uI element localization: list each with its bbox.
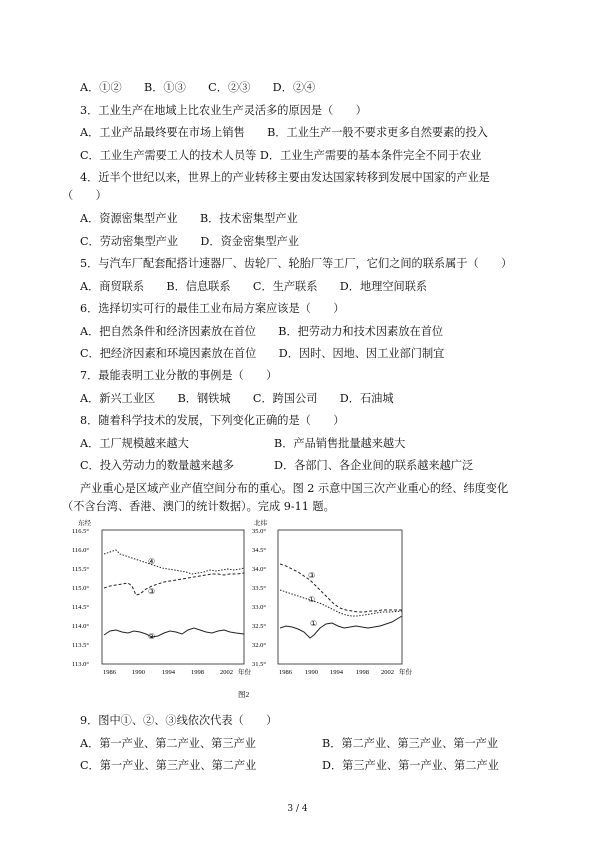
- q5-options: A．商贸联系 B．信息联系 C．生产联系 D．地理空间联系: [80, 280, 428, 293]
- q8-option-d: D．各部门、各企业间的联系越来越广泛: [274, 459, 474, 472]
- right-plot-frame: [278, 530, 402, 664]
- q6-options-ab: A．把自然条件和经济因素放在首位 B．把劳动力和技术因素放在首位: [80, 325, 444, 338]
- question-6: 6．选择切实可行的最佳工业布局方案应该是（ ）: [80, 302, 345, 315]
- q3-options-ab: A．工业产品最终要在市场上销售 B．工业生产一般不要求更多自然要素的投入: [80, 126, 488, 139]
- question-4: 4．近半个世纪以来，世界上的产业转移主要由发达国家转移到发展中国家的产业是: [80, 171, 490, 184]
- page-number: 3 / 4: [287, 804, 308, 814]
- right-ytick: 32.0°: [252, 642, 266, 649]
- left-xtick: 1990: [132, 669, 145, 676]
- question-8: 8．随着科学技术的发展，下列变化正确的是（ ）: [80, 414, 345, 427]
- q8-option-b: B．产品销售批量越来越大: [274, 437, 406, 450]
- q4-options-cd: C．劳动密集型产业 D．资金密集型产业: [80, 235, 299, 248]
- q9-option-c: C．第一产业、第三产业、第二产业: [80, 759, 257, 772]
- q9-option-d: D．第三产业、第一产业、第二产业: [322, 759, 499, 772]
- right-ytick: 34.0°: [252, 566, 266, 573]
- figure-caption: 图2: [238, 690, 250, 699]
- right-ytick: 31.5°: [252, 661, 266, 668]
- question-3: 3．工业生产在地域上比农业生产灵活多的原因是（ ）: [80, 104, 367, 117]
- intro-paragraph-line1: 产业重心是区域产业产值空间分布的重心。图 2 示意中国三次产业重心的经、纬度变化: [80, 482, 509, 495]
- question-7: 7．最能表明工业分散的事例是（ ）: [80, 369, 278, 382]
- left-plot-frame: [102, 530, 244, 664]
- left-ytick: 114.0°: [72, 623, 89, 630]
- left-xtick: 2002: [220, 669, 233, 676]
- figure-2: [70, 516, 420, 708]
- left-ytick: 116.0°: [72, 547, 89, 554]
- right-ytick: 33.5°: [252, 585, 266, 592]
- left-line-4: [104, 550, 244, 574]
- left-x-ticks: [103, 667, 252, 676]
- left-label-4: ④: [148, 557, 156, 566]
- left-label-3: ③: [148, 587, 156, 596]
- left-ytick: 113.0°: [72, 661, 89, 668]
- right-label-3: ③: [308, 571, 316, 580]
- right-xtick: 1990: [305, 669, 318, 676]
- left-chart: [72, 518, 252, 676]
- right-xtick: 1986: [279, 669, 292, 676]
- left-xtick: 1998: [191, 669, 204, 676]
- left-xtick: 1986: [103, 669, 116, 676]
- right-ytick: 35.0°: [252, 528, 266, 535]
- right-xtick: 1994: [330, 669, 343, 676]
- question-4-bracket: （ ）: [62, 189, 107, 202]
- right-line-1-solid: [280, 616, 402, 638]
- right-x-ticks: [279, 667, 413, 676]
- right-chart: [252, 518, 413, 676]
- right-ytick: 33.0°: [252, 604, 266, 611]
- right-ytick: 34.5°: [252, 547, 266, 554]
- left-y-ticks: [72, 528, 89, 668]
- right-label-1-dotted: ①: [308, 595, 316, 604]
- left-line-3: [104, 573, 244, 595]
- left-ytick: 115.5°: [72, 566, 89, 573]
- left-ytick: 116.5°: [72, 528, 89, 535]
- q9-option-b: B．第二产业、第三产业、第一产业: [322, 737, 499, 750]
- left-ytick: 115.0°: [72, 585, 89, 592]
- q3-options-cd: C．工业生产需要工人的技术人员等 D．工业生产需要的基本条件完全不同于农业: [80, 149, 482, 162]
- right-x-unit: 年份: [399, 669, 412, 676]
- left-y-unit: 东经: [78, 520, 91, 527]
- right-ytick: 32.5°: [252, 623, 266, 630]
- question-9: 9．图中①、②、③线依次代表（ ）: [80, 714, 278, 727]
- q7-options: A．新兴工业区 B．钢铁城 C．跨国公司 D．石油城: [80, 392, 394, 405]
- left-ytick: 113.5°: [72, 642, 89, 649]
- right-y-unit: 北纬: [254, 520, 267, 527]
- options-line-q2: A．①② B．①③ C．②③ D．②④: [80, 81, 316, 94]
- right-line-1-dotted: [280, 590, 402, 616]
- right-label-1-solid: ①: [310, 619, 318, 628]
- left-ytick: 114.5°: [72, 604, 89, 611]
- right-line-3: [280, 564, 402, 612]
- left-x-unit: 年份: [238, 669, 251, 676]
- right-y-ticks: [252, 528, 266, 668]
- q4-options-ab: A．资源密集型产业 B．技术密集型产业: [80, 212, 298, 225]
- question-5: 5．与汽车厂配套配搭计速器厂、齿轮厂、轮胎厂等工厂，它们之间的联系属于（ ）: [80, 257, 513, 270]
- q6-options-cd: C．把经济因素和环境因素放在首位 D．因时、因地、因工业部门制宜: [80, 347, 445, 360]
- left-xtick: 1994: [162, 669, 175, 676]
- q9-option-a: A．第一产业、第二产业、第三产业: [80, 737, 256, 750]
- q8-option-c: C．投入劳动力的数量越来越多: [80, 459, 234, 472]
- intro-paragraph-line2: （不含台湾、香港、澳门的统计数据）。完成 9-11 题。: [62, 500, 335, 513]
- right-xtick: 2002: [381, 669, 394, 676]
- q8-option-a: A．工厂规模越来越大: [80, 437, 189, 450]
- left-line-2: [104, 628, 244, 637]
- right-xtick: 1998: [356, 669, 369, 676]
- left-label-2: ②: [148, 632, 156, 641]
